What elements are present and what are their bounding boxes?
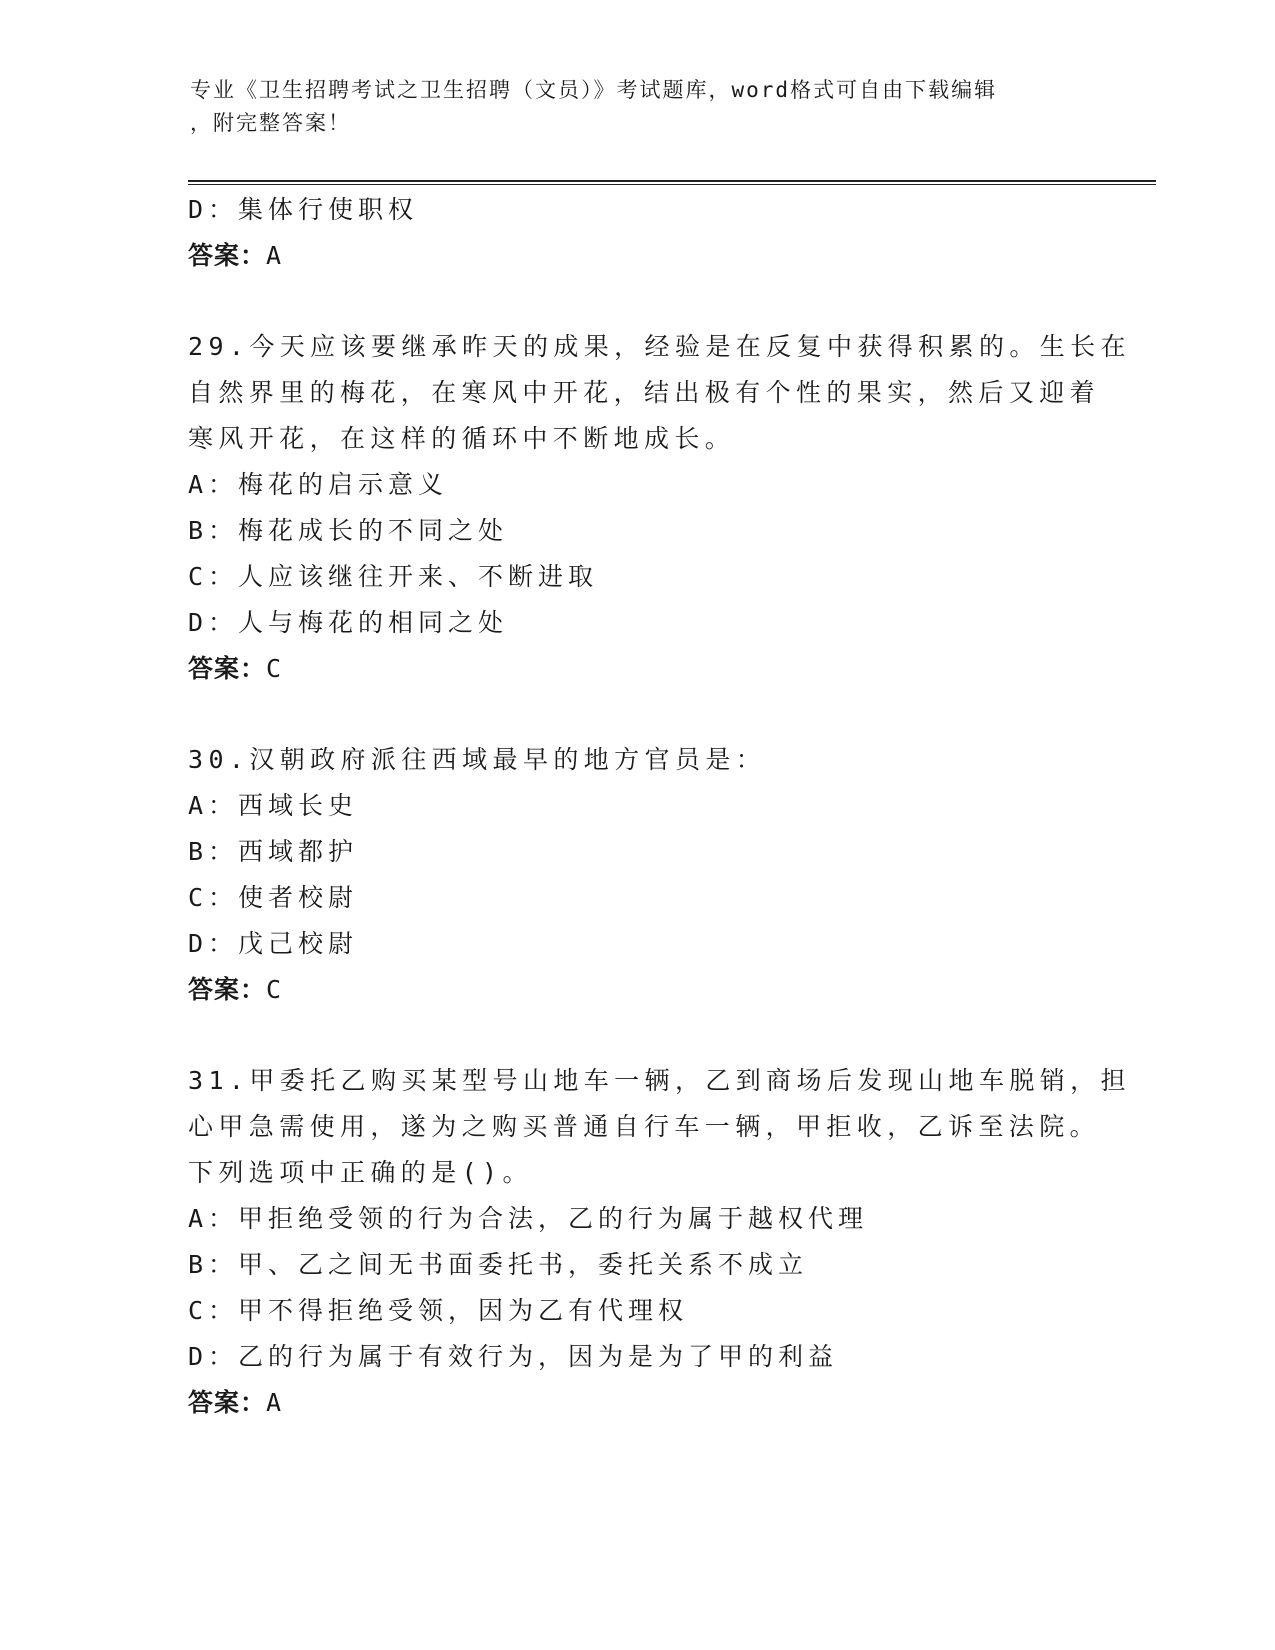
question-stem: [188, 1058, 1131, 1196]
option-b: B：甲、乙之间无书面委托书，委托关系不成立: [188, 1250, 809, 1279]
answer-value: C: [266, 654, 285, 683]
option-d: D：乙的行为属于有效行为，因为是为了甲的利益: [188, 1342, 839, 1371]
question-31: [188, 1058, 1131, 1426]
answer-line: [188, 967, 1088, 1013]
option-d: D：集体行使职权: [188, 195, 419, 224]
header-divider: [188, 180, 1156, 185]
question-spacer: [188, 279, 1088, 324]
option-c: C：甲不得拒绝受领，因为乙有代理权: [188, 1296, 689, 1325]
answer-value: C: [266, 975, 285, 1004]
option-c: C：使者校尉: [188, 883, 359, 912]
answer-label: 答案：: [188, 975, 267, 1004]
stem-line: 下列选项中正确的是()。: [188, 1158, 533, 1187]
stem-line: 30.汉朝政府派往西域最早的地方官员是：: [188, 745, 767, 774]
question-spacer: [188, 692, 1088, 737]
answer-value: A: [266, 1388, 285, 1417]
stem-line: 29.今天应该要继承昨天的成果，经验是在反复中获得积累的。生长在: [188, 332, 1131, 361]
answer-line: [188, 1380, 1088, 1426]
question-stem: [188, 737, 1088, 783]
question-29: [188, 324, 1131, 692]
option-d: D：戊己校尉: [188, 929, 359, 958]
page-header: [190, 74, 1090, 140]
answer-label: 答案：: [188, 241, 267, 270]
answer-line: [188, 646, 1088, 692]
option-a: A：梅花的启示意义: [188, 470, 449, 499]
option-c: C：人应该继往开来、不断进取: [188, 562, 599, 591]
question-list: [188, 187, 1131, 1426]
header-line-2: ，附完整答案！: [190, 111, 351, 135]
answer-line: [188, 233, 1088, 279]
question-spacer: [188, 1013, 1088, 1058]
option-d: D：人与梅花的相同之处: [188, 608, 509, 637]
answer-label: 答案：: [188, 1388, 267, 1417]
stem-line: 自然界里的梅花，在寒风中开花，结出极有个性的果实，然后又迎着: [188, 378, 1101, 407]
stem-line: 心甲急需使用，遂为之购买普通自行车一辆，甲拒收，乙诉至法院。: [188, 1112, 1101, 1141]
question-30: [188, 737, 1088, 1013]
answer-label: 答案：: [188, 654, 267, 683]
answer-value: A: [266, 241, 285, 270]
question-stem: [188, 324, 1131, 462]
header-line-1: 专业《卫生招聘考试之卫生招聘（文员）》考试题库，word格式可自由下载编辑: [190, 78, 998, 102]
option-b: B：西域都护: [188, 837, 359, 866]
stem-line: 31.甲委托乙购买某型号山地车一辆，乙到商场后发现山地车脱销，担: [188, 1066, 1131, 1095]
option-b: B：梅花成长的不同之处: [188, 516, 509, 545]
stem-line: 寒风开花，在这样的循环中不断地成长。: [188, 424, 736, 453]
question-28-tail: [188, 187, 1088, 279]
option-a: A：西域长史: [188, 791, 359, 820]
option-a: A：甲拒绝受领的行为合法，乙的行为属于越权代理: [188, 1204, 869, 1233]
